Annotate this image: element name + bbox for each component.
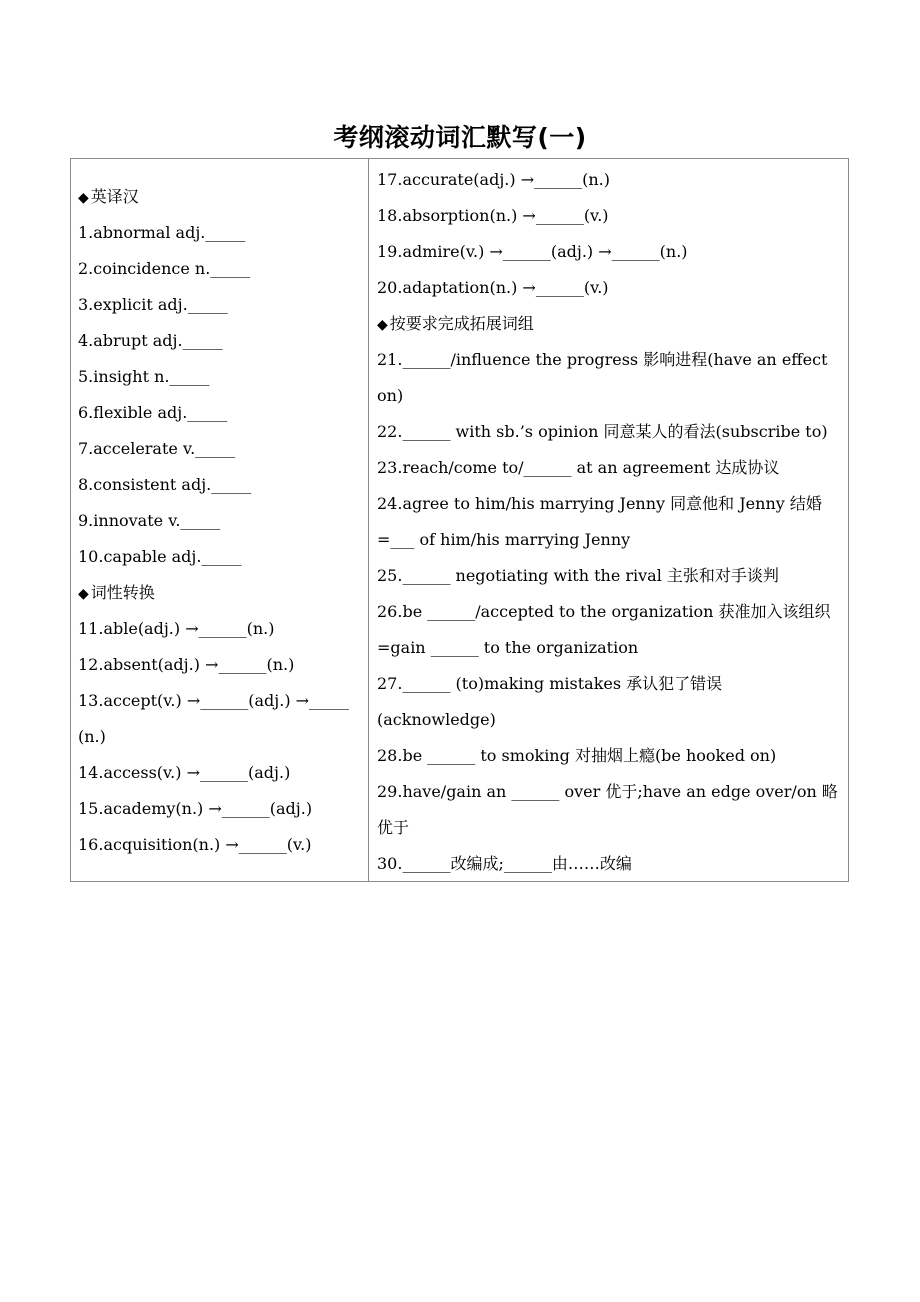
list-item: 11.able(adj.) →______(n.) [78, 619, 275, 638]
list-item: 18.absorption(n.) →______(v.) [377, 206, 609, 225]
list-item: 30.______改编成;______由……改编 [377, 854, 632, 873]
list-item: 24.agree to him/his marrying Jenny 同意他和 Jenny 结婚=___ of him/his marrying Jenny [377, 494, 822, 549]
list-item: 10.capable adj._____ [78, 547, 242, 566]
diamond-bullet-icon: ◆ [78, 190, 89, 206]
list-item: 12.absent(adj.) →______(n.) [78, 655, 295, 674]
list-item: 6.flexible adj._____ [78, 403, 228, 422]
section-heading-english-to-chinese: ◆ 英译汉 [78, 187, 139, 206]
list-item: 13.accept(v.) →______(adj.) →_____ (n.) [78, 691, 350, 746]
list-item: 28.be ______ to smoking 对抽烟上瘾(be hooked on) [377, 746, 777, 765]
list-item: 23.reach/come to/______ at an agreement 达成协议 [377, 458, 780, 477]
list-item: 21.______/influence the progress 影响进程(have an effect on) [377, 350, 828, 405]
left-column [78, 159, 364, 863]
list-item: 27.______ (to)making mistakes 承认犯了错误 (acknowledge) [377, 674, 723, 729]
list-item: 22.______ with sb.’s opinion 同意某人的看法(subscribe to) [377, 422, 828, 441]
list-item: 29.have/gain an ______ over 优于;have an edge over/on 略优于 [377, 782, 838, 837]
list-item: 17.accurate(adj.) →______(n.) [377, 170, 610, 189]
list-item: 25.______ negotiating with the rival 主张和对手谈判 [377, 566, 779, 585]
list-item: 4.abrupt adj._____ [78, 331, 223, 350]
section-heading-phrase-expansion: ◆ 按要求完成拓展词组 [377, 314, 534, 333]
list-item: 15.academy(n.) →______(adj.) [78, 799, 313, 818]
diamond-bullet-icon: ◆ [377, 317, 388, 333]
right-column [377, 159, 845, 882]
list-item: 19.admire(v.) →______(adj.) →______(n.) [377, 242, 688, 261]
diamond-bullet-icon: ◆ [78, 586, 89, 602]
list-item: 9.innovate v._____ [78, 511, 221, 530]
list-item: 2.coincidence n._____ [78, 259, 251, 278]
list-item: 20.adaptation(n.) →______(v.) [377, 278, 609, 297]
page-title: 考纲滚动词汇默写(一) [333, 123, 587, 152]
list-item: 14.access(v.) →______(adj.) [78, 763, 291, 782]
list-item: 3.explicit adj._____ [78, 295, 228, 314]
list-item: 26.be ______/accepted to the organization 获准加入该组织 =gain ______ to the organization [377, 602, 831, 657]
list-item: 8.consistent adj._____ [78, 475, 252, 494]
list-item: 7.accelerate v._____ [78, 439, 236, 458]
section-heading-word-conversion: ◆ 词性转换 [78, 583, 155, 602]
list-item: 1.abnormal adj._____ [78, 223, 246, 242]
list-item: 16.acquisition(n.) →______(v.) [78, 835, 312, 854]
column-divider [368, 159, 369, 881]
vocabulary-table [70, 158, 849, 882]
list-item: 5.insight n._____ [78, 367, 210, 386]
